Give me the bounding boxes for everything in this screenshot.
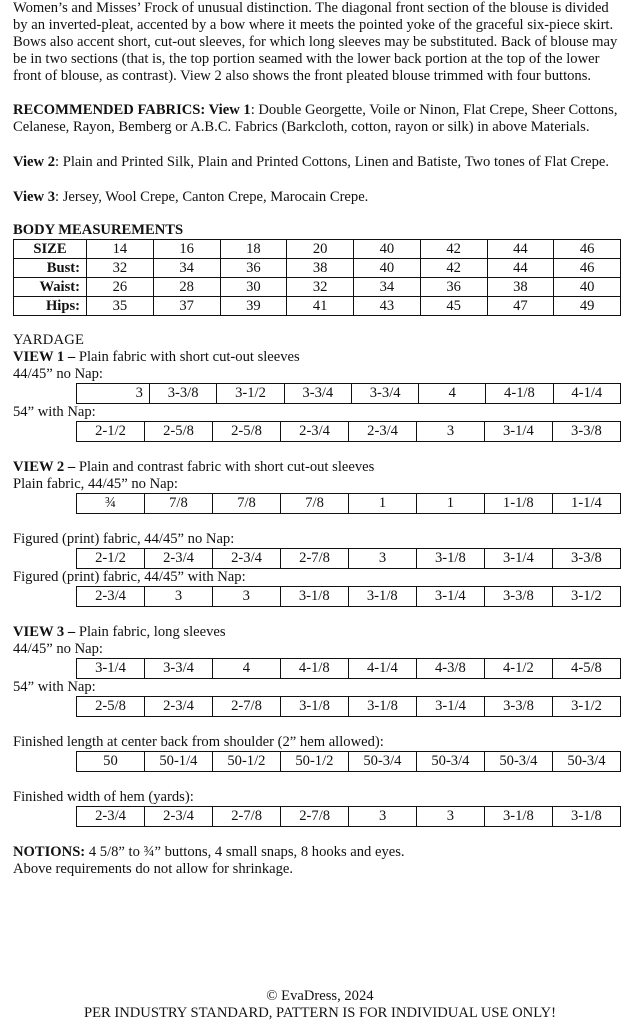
yardage-table bbox=[76, 806, 621, 827]
measurement-cell: 47 bbox=[487, 297, 554, 316]
yardage-cell: 3-1/8 bbox=[416, 549, 484, 569]
yardage-cell: 3 bbox=[417, 807, 485, 827]
yardage-table bbox=[76, 383, 621, 404]
view3-label: VIEW 3 – bbox=[13, 624, 76, 640]
yardage-cell: 3-3/8 bbox=[552, 549, 620, 569]
measurement-cell: 46 bbox=[554, 259, 621, 278]
yardage-cell: 3-1/4 bbox=[416, 587, 484, 607]
yardage-cell: 2-1/2 bbox=[77, 422, 145, 442]
yardage-row bbox=[77, 807, 621, 827]
yardage-cell: 2-3/4 bbox=[145, 697, 213, 717]
yardage-row bbox=[77, 422, 621, 442]
measurement-cell: 40 bbox=[354, 259, 421, 278]
notions-text: 4 5/8” to ¾” buttons, 4 small snaps, 8 hooks and eyes. bbox=[85, 844, 405, 860]
yardage-cell: 1-1/4 bbox=[552, 494, 620, 514]
yardage-cell: 3 bbox=[417, 422, 485, 442]
measurement-label: Hips: bbox=[14, 297, 87, 316]
yardage-row bbox=[77, 549, 621, 569]
yardage-cell: 3-3/8 bbox=[485, 697, 553, 717]
yardage-table bbox=[76, 696, 621, 717]
yardage-cell: 3-1/4 bbox=[417, 697, 485, 717]
view2-a-label: Plain fabric, 44/45” no Nap: bbox=[13, 476, 178, 492]
notions bbox=[13, 844, 625, 861]
yardage-cell: 7/8 bbox=[212, 494, 280, 514]
view1-desc: Plain fabric with short cut-out sleeves bbox=[75, 349, 300, 365]
measurement-cell: 44 bbox=[487, 240, 554, 259]
yardage-table bbox=[76, 586, 621, 607]
copyright: © EvaDress, 2024 bbox=[266, 988, 374, 1004]
measurement-cell: 32 bbox=[87, 259, 154, 278]
yardage-row bbox=[77, 384, 621, 404]
yardage-cell: 2-3/4 bbox=[77, 807, 145, 827]
yardage-cell: 3-3/8 bbox=[552, 422, 620, 442]
measurement-cell: 42 bbox=[420, 259, 487, 278]
yardage-cell: 3 bbox=[145, 587, 213, 607]
yardage-cell: 4-3/8 bbox=[416, 659, 484, 679]
measurement-cell: 42 bbox=[420, 240, 487, 259]
view2-desc: Plain and contrast fabric with short cut-out sleeves bbox=[75, 459, 375, 475]
yardage-cell: 50-3/4 bbox=[416, 752, 484, 772]
yardage-cell: 3-3/4 bbox=[351, 384, 418, 404]
yardage-cell: 4-1/8 bbox=[486, 384, 553, 404]
measurement-cell: 14 bbox=[87, 240, 154, 259]
yardage-cell: 3-1/2 bbox=[553, 697, 621, 717]
yardage-row bbox=[77, 659, 621, 679]
yardage-cell: 2-7/8 bbox=[213, 807, 281, 827]
measurement-cell: 49 bbox=[554, 297, 621, 316]
yardage-cell: 3-3/8 bbox=[149, 384, 216, 404]
measurement-label: Waist: bbox=[14, 278, 87, 297]
yardage-cell: 3 bbox=[349, 549, 417, 569]
measurement-cell: 41 bbox=[287, 297, 354, 316]
fabrics-view3-text: : Jersey, Wool Crepe, Canton Crepe, Marocain Crepe. bbox=[55, 189, 369, 205]
measurement-row bbox=[14, 297, 621, 316]
measurement-cell: 46 bbox=[554, 240, 621, 259]
measurement-cell: 38 bbox=[287, 259, 354, 278]
view1-heading bbox=[13, 349, 625, 366]
yardage-cell: 2-7/8 bbox=[281, 549, 349, 569]
measurement-cell: 32 bbox=[287, 278, 354, 297]
notions-label: NOTIONS: bbox=[13, 844, 86, 860]
measurement-cell: 20 bbox=[287, 240, 354, 259]
yardage-cell: 4 bbox=[213, 659, 281, 679]
view2-b-label: Figured (print) fabric, 44/45” no Nap: bbox=[13, 531, 235, 547]
yardage-cell: 3-1/2 bbox=[552, 587, 620, 607]
yardage-cell: 3-1/4 bbox=[77, 659, 145, 679]
measurement-cell: 45 bbox=[420, 297, 487, 316]
measurement-cell: 37 bbox=[153, 297, 220, 316]
hem-label: Finished width of hem (yards): bbox=[13, 789, 194, 805]
yardage-cell: 50-3/4 bbox=[484, 752, 552, 772]
measurement-row bbox=[14, 240, 621, 259]
fabrics-view3 bbox=[13, 189, 625, 206]
view2-c-label: Figured (print) fabric, 44/45” with Nap: bbox=[13, 569, 246, 585]
yardage-cell: 2-3/4 bbox=[145, 549, 213, 569]
measurement-cell: 30 bbox=[220, 278, 287, 297]
yardage-title: YARDAGE bbox=[13, 332, 85, 348]
yardage-cell: 2-3/4 bbox=[281, 422, 349, 442]
fabrics-view3-label: View 3 bbox=[13, 189, 56, 205]
yardage-cell: 3-1/8 bbox=[484, 807, 552, 827]
notions-note: Above requirements do not allow for shrinkage. bbox=[13, 861, 294, 877]
measurement-label: SIZE bbox=[14, 240, 87, 259]
intro-paragraph: Women’s and Misses’ Frock of unusual distinction. The diagonal front section of the blouse is divided by an inverted-pleat, accented by a bow where it meets the pointed yoke of the graceful six-piece skirt. Bows also accent short, cut-out sleeves, for which long sleeves may be substituted. Back of blouse may be in two sections (that is, the top portion seamed with the lower back portion at the top of the lower front of blouse, as contrast). View 2 also shows the front pleated blouse trimmed with four buttons. bbox=[13, 0, 618, 84]
yardage-cell: 3 bbox=[212, 587, 280, 607]
measurement-cell: 28 bbox=[153, 278, 220, 297]
yardage-cell: 4 bbox=[419, 384, 486, 404]
yardage-cell: 3-3/4 bbox=[145, 659, 213, 679]
yardage-table bbox=[76, 658, 621, 679]
yardage-row bbox=[77, 494, 621, 514]
view1-a-label: 44/45” no Nap: bbox=[13, 366, 103, 382]
yardage-cell: 4-1/4 bbox=[553, 384, 620, 404]
measurement-row bbox=[14, 278, 621, 297]
fabrics-view2-text: : Plain and Printed Silk, Plain and Printed Cottons, Linen and Batiste, Two tones of Flat Crepe. bbox=[55, 154, 610, 170]
view3-b-label: 54” with Nap: bbox=[13, 679, 96, 695]
measurement-cell: 26 bbox=[87, 278, 154, 297]
yardage-cell: 3 bbox=[77, 384, 150, 404]
yardage-row bbox=[77, 587, 621, 607]
fabrics-view2 bbox=[13, 154, 625, 171]
view1-b-label: 54” with Nap: bbox=[13, 404, 96, 420]
measurement-cell: 16 bbox=[153, 240, 220, 259]
yardage-cell: 50 bbox=[77, 752, 145, 772]
yardage-cell: 1-1/8 bbox=[484, 494, 552, 514]
yardage-cell: 50-1/4 bbox=[144, 752, 212, 772]
fabrics-label: RECOMMENDED FABRICS: View 1 bbox=[13, 102, 251, 118]
measurement-cell: 36 bbox=[420, 278, 487, 297]
yardage-cell: 4-5/8 bbox=[552, 659, 620, 679]
view2-label: VIEW 2 – bbox=[13, 459, 76, 475]
yardage-cell: 3-1/8 bbox=[349, 697, 417, 717]
yardage-cell: 4-1/8 bbox=[280, 659, 348, 679]
yardage-cell: 3 bbox=[349, 807, 417, 827]
yardage-cell: 3-1/8 bbox=[281, 697, 349, 717]
measurement-row bbox=[14, 259, 621, 278]
measurement-cell: 35 bbox=[87, 297, 154, 316]
measurement-cell: 34 bbox=[153, 259, 220, 278]
view3-desc: Plain fabric, long sleeves bbox=[75, 624, 226, 640]
yardage-cell: 50-3/4 bbox=[348, 752, 416, 772]
fabrics-view1 bbox=[13, 102, 625, 136]
measurement-cell: 40 bbox=[354, 240, 421, 259]
yardage-cell: 2-3/4 bbox=[349, 422, 417, 442]
fabrics-view2-label: View 2 bbox=[13, 154, 56, 170]
yardage-cell: 4-1/2 bbox=[484, 659, 552, 679]
yardage-cell: 2-5/8 bbox=[213, 422, 281, 442]
yardage-cell: 2-3/4 bbox=[77, 587, 145, 607]
yardage-cell: 3-1/4 bbox=[484, 549, 552, 569]
measurement-cell: 38 bbox=[487, 278, 554, 297]
yardage-cell: 3-1/8 bbox=[552, 807, 620, 827]
measurement-cell: 40 bbox=[554, 278, 621, 297]
yardage-cell: 2-3/4 bbox=[213, 549, 281, 569]
view3-heading bbox=[13, 624, 625, 641]
measurement-cell: 36 bbox=[220, 259, 287, 278]
measurement-cell: 43 bbox=[354, 297, 421, 316]
length-label: Finished length at center back from shoulder (2” hem allowed): bbox=[13, 734, 384, 750]
view3-a-label: 44/45” no Nap: bbox=[13, 641, 103, 657]
yardage-cell: 50-3/4 bbox=[552, 752, 620, 772]
yardage-cell: 2-5/8 bbox=[145, 422, 213, 442]
body-measurements-table bbox=[13, 239, 621, 316]
yardage-row bbox=[77, 697, 621, 717]
yardage-row bbox=[77, 752, 621, 772]
yardage-cell: 7/8 bbox=[144, 494, 212, 514]
yardage-cell: 4-1/4 bbox=[348, 659, 416, 679]
yardage-cell: 3-3/4 bbox=[284, 384, 351, 404]
view1-label: VIEW 1 – bbox=[13, 349, 76, 365]
yardage-cell: 50-1/2 bbox=[280, 752, 348, 772]
yardage-cell: 3-1/8 bbox=[280, 587, 348, 607]
yardage-cell: 2-7/8 bbox=[281, 807, 349, 827]
yardage-table bbox=[76, 493, 621, 514]
yardage-cell: 3-1/2 bbox=[217, 384, 284, 404]
yardage-table bbox=[76, 751, 621, 772]
yardage-cell: 2-5/8 bbox=[77, 697, 145, 717]
fabrics-view1-text: : Double Georgette, Voile or Ninon, Flat Crepe, Sheer Cottons, Celanese, Rayon, Bemberg or A.B.C. Fabrics (Barkcloth, cotton, rayon or silk) in above Materials. bbox=[13, 102, 618, 135]
yardage-cell: 3-3/8 bbox=[484, 587, 552, 607]
yardage-cell: 2-3/4 bbox=[145, 807, 213, 827]
measurement-cell: 39 bbox=[220, 297, 287, 316]
body-measurements-title: BODY MEASUREMENTS bbox=[13, 222, 184, 238]
measurement-cell: 44 bbox=[487, 259, 554, 278]
yardage-cell: 2-7/8 bbox=[213, 697, 281, 717]
yardage-cell: 3-1/4 bbox=[484, 422, 552, 442]
yardage-cell: ¾ bbox=[77, 494, 145, 514]
yardage-cell: 1 bbox=[416, 494, 484, 514]
measurement-cell: 18 bbox=[220, 240, 287, 259]
usage-notice: PER INDUSTRY STANDARD, PATTERN IS FOR INDIVIDUAL USE ONLY! bbox=[83, 1005, 557, 1021]
measurement-label: Bust: bbox=[14, 259, 87, 278]
measurement-cell: 34 bbox=[354, 278, 421, 297]
pattern-page bbox=[13, 0, 625, 878]
yardage-table bbox=[76, 548, 621, 569]
yardage-cell: 1 bbox=[349, 494, 417, 514]
yardage-cell: 2-1/2 bbox=[77, 549, 145, 569]
yardage-cell: 7/8 bbox=[281, 494, 349, 514]
yardage-cell: 50-1/2 bbox=[212, 752, 280, 772]
yardage-table bbox=[76, 421, 621, 442]
yardage-cell: 3-1/8 bbox=[348, 587, 416, 607]
view2-heading bbox=[13, 459, 625, 476]
